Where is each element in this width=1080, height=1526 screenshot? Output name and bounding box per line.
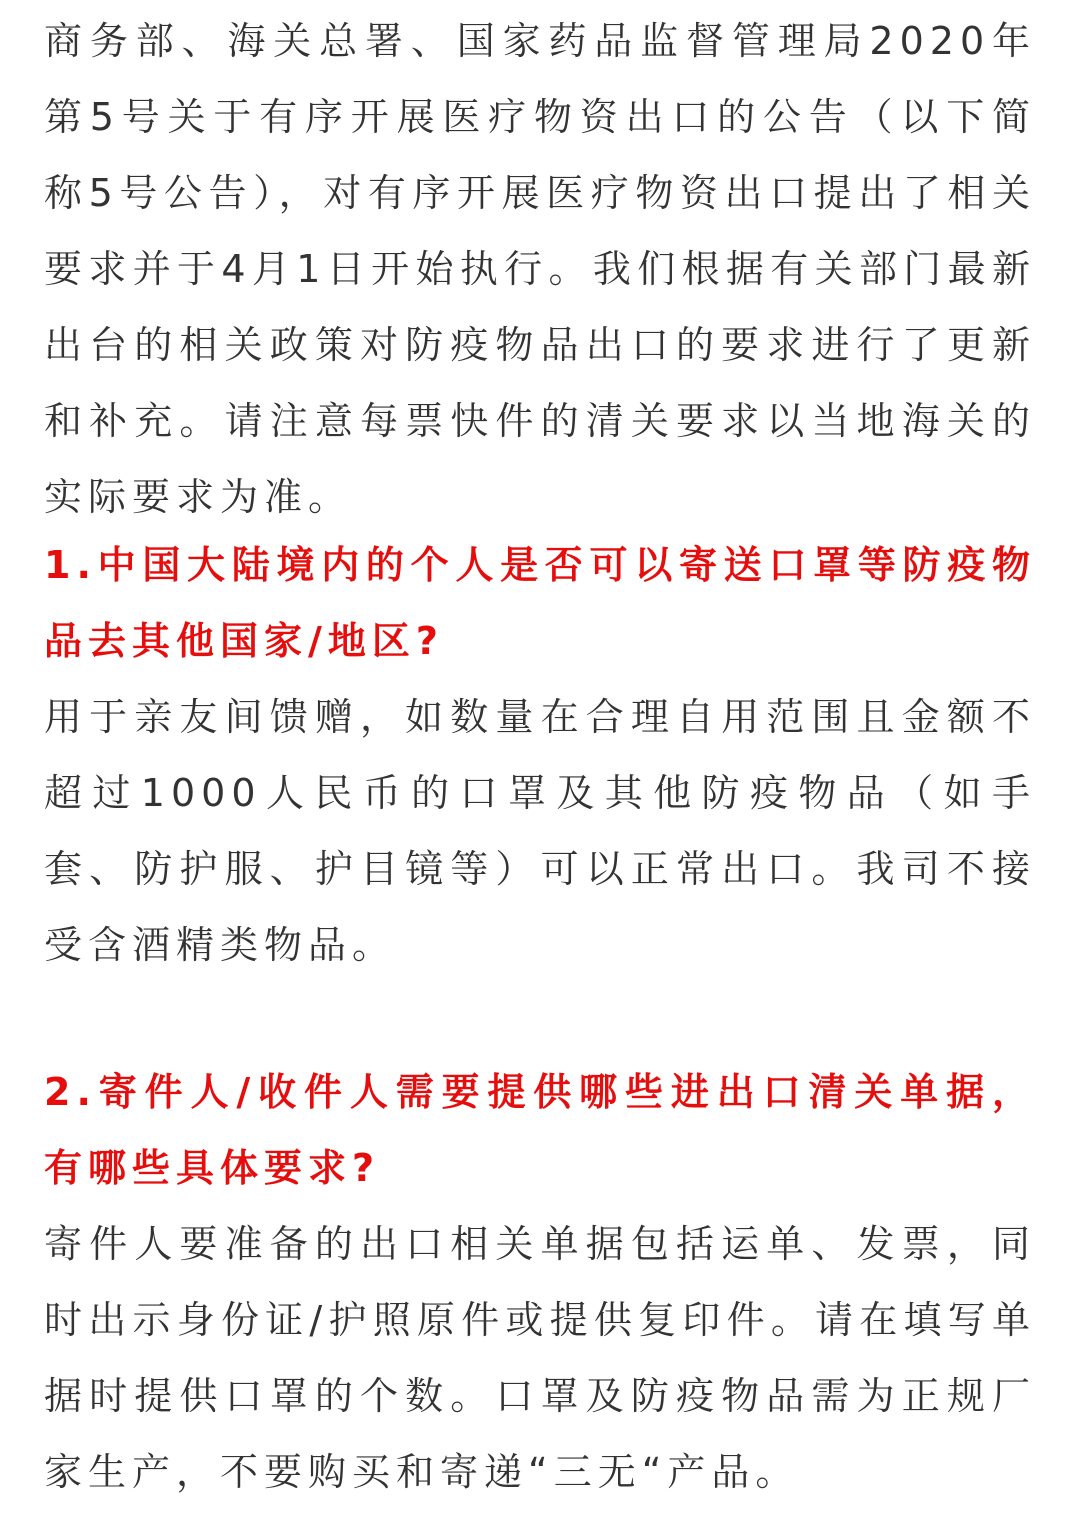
faq-question-2: 2.寄件人/收件人需要提供哪些进出口清关单据，有哪些具体要求? (44, 1070, 1036, 1190)
faq-section-2 (44, 1054, 1036, 1510)
faq-answer-1: 用于亲友间馈赠，如数量在合理自用范围且金额不超过1000人民币的口罩及其他防疫物品（如手套、防护服、护目镜等）可以正常出口。我司不接受含酒精类物品。 (44, 695, 1036, 967)
intro-paragraph: 商务部、海关总署、国家药品监督管理局2020年第5号关于有序开展医疗物资出口的公告（以下简称5号公告），对有序开展医疗物资出口提出了相关要求并于4月1日开始执行。我们根据有关部门最新出台的相关政策对防疫物品出口的要求进行了更新和补充。请注意每票快件的清关要求以当地海关的实际要求为准。 (44, 19, 1036, 519)
faq-section-1 (44, 527, 1036, 983)
faq-question-1: 1.中国大陆境内的个人是否可以寄送口罩等防疫物品去其他国家/地区? (44, 543, 1036, 663)
faq-answer-2: 寄件人要准备的出口相关单据包括运单、发票，同时出示身份证/护照原件或提供复印件。请在填写单据时提供口罩的个数。口罩及防疫物品需为正规厂家生产，不要购买和寄递“三无“产品。 (44, 1222, 1036, 1494)
